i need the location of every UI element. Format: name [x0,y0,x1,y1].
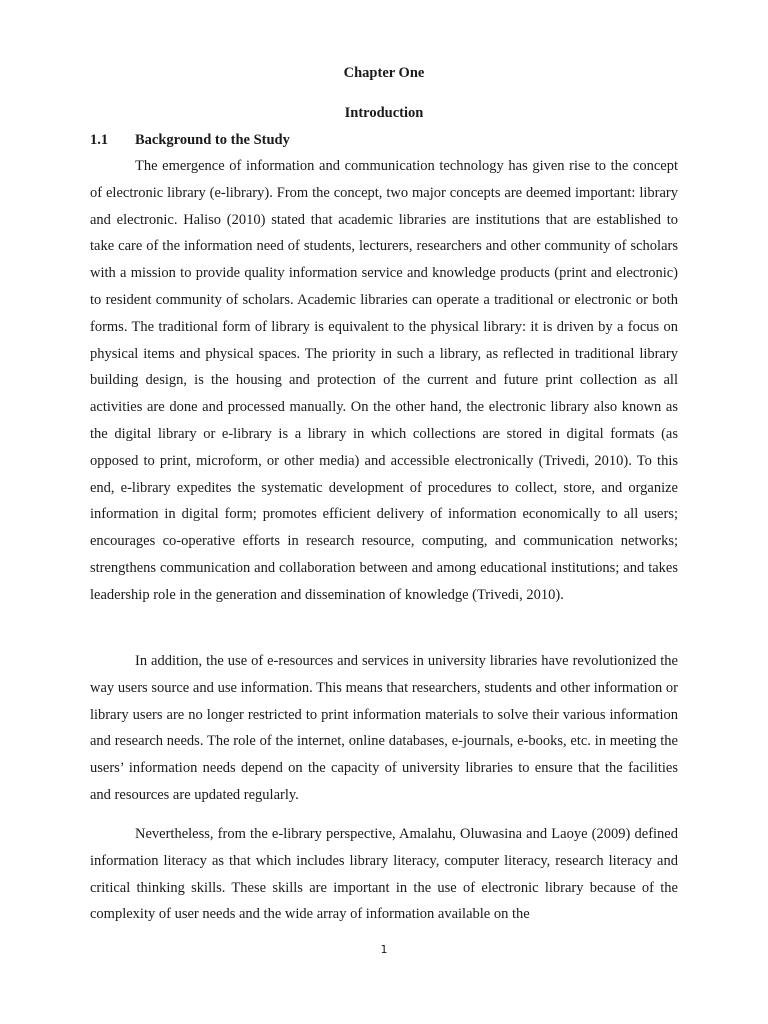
body-paragraph-1 [90,153,678,609]
chapter-heading: Chapter One [343,65,425,81]
page-number: 1 [380,943,388,956]
subsection-title: Background to the Study [135,132,290,148]
paragraph-text: In addition, the use of e-resources and services in university libraries have revolutionized the way users source and use information. This means that researchers, students and other information or library users are no longer restricted to print information materials to solve their various information and research needs. The role of the internet, online databases, e-journals, e-books, etc. in meeting the users’ information needs depend on the capacity of university libraries to ensure that the facilities and resources are updated regularly. [90,653,678,803]
section-heading: Introduction [344,105,424,121]
paragraph-text: The emergence of information and communication technology has given rise to the concept of electronic library (e-library). From the concept, two major concepts are deemed important: library and electronic. Haliso (2010) stated that academic libraries are institutions that are established to take care of the information need of students, lecturers, researchers and other community of scholars with a mission to provide quality information service and knowledge products (print and electronic) to resident community of scholars. Academic libraries can operate a traditional or electronic or both forms. The traditional form of library is equivalent to the physical library: it is driven by a focus on physical items and physical spaces. The priority in such a library, as reflected in traditional library building design, is the housing and protection of the current and future print collection as all activities are done and processed manually. On the other hand, the electronic library also known as the digital library or e-library is a library in which collections are stored in digital formats (as opposed to print, microform, or other media) and accessible electronically (Trivedi, 2010). To this end, e-library expedites the systematic development of procedures to collect, store, and organize information in digital form; promotes efficient delivery of information economically to all users; encourages co-operative efforts in research resource, computing, and communication networks; strengthens communication and collaboration between and among educational institutions; and takes leadership role in the generation and dissemination of knowledge (Trivedi, 2010). [90,158,678,603]
subsection-heading [90,130,678,150]
paragraph-text: Nevertheless, from the e-library perspective, Amalahu, Oluwasina and Laoye (2009) defined information literacy as that which includes library literacy, computer literacy, research literacy and critical thinking skills. These skills are important in the use of electronic library because of the complexity of user needs and the wide array of information available on the [90,826,678,923]
body-paragraph-2 [90,648,678,809]
subsection-number: 1.1 [90,132,109,148]
body-paragraph-3 [90,821,678,928]
